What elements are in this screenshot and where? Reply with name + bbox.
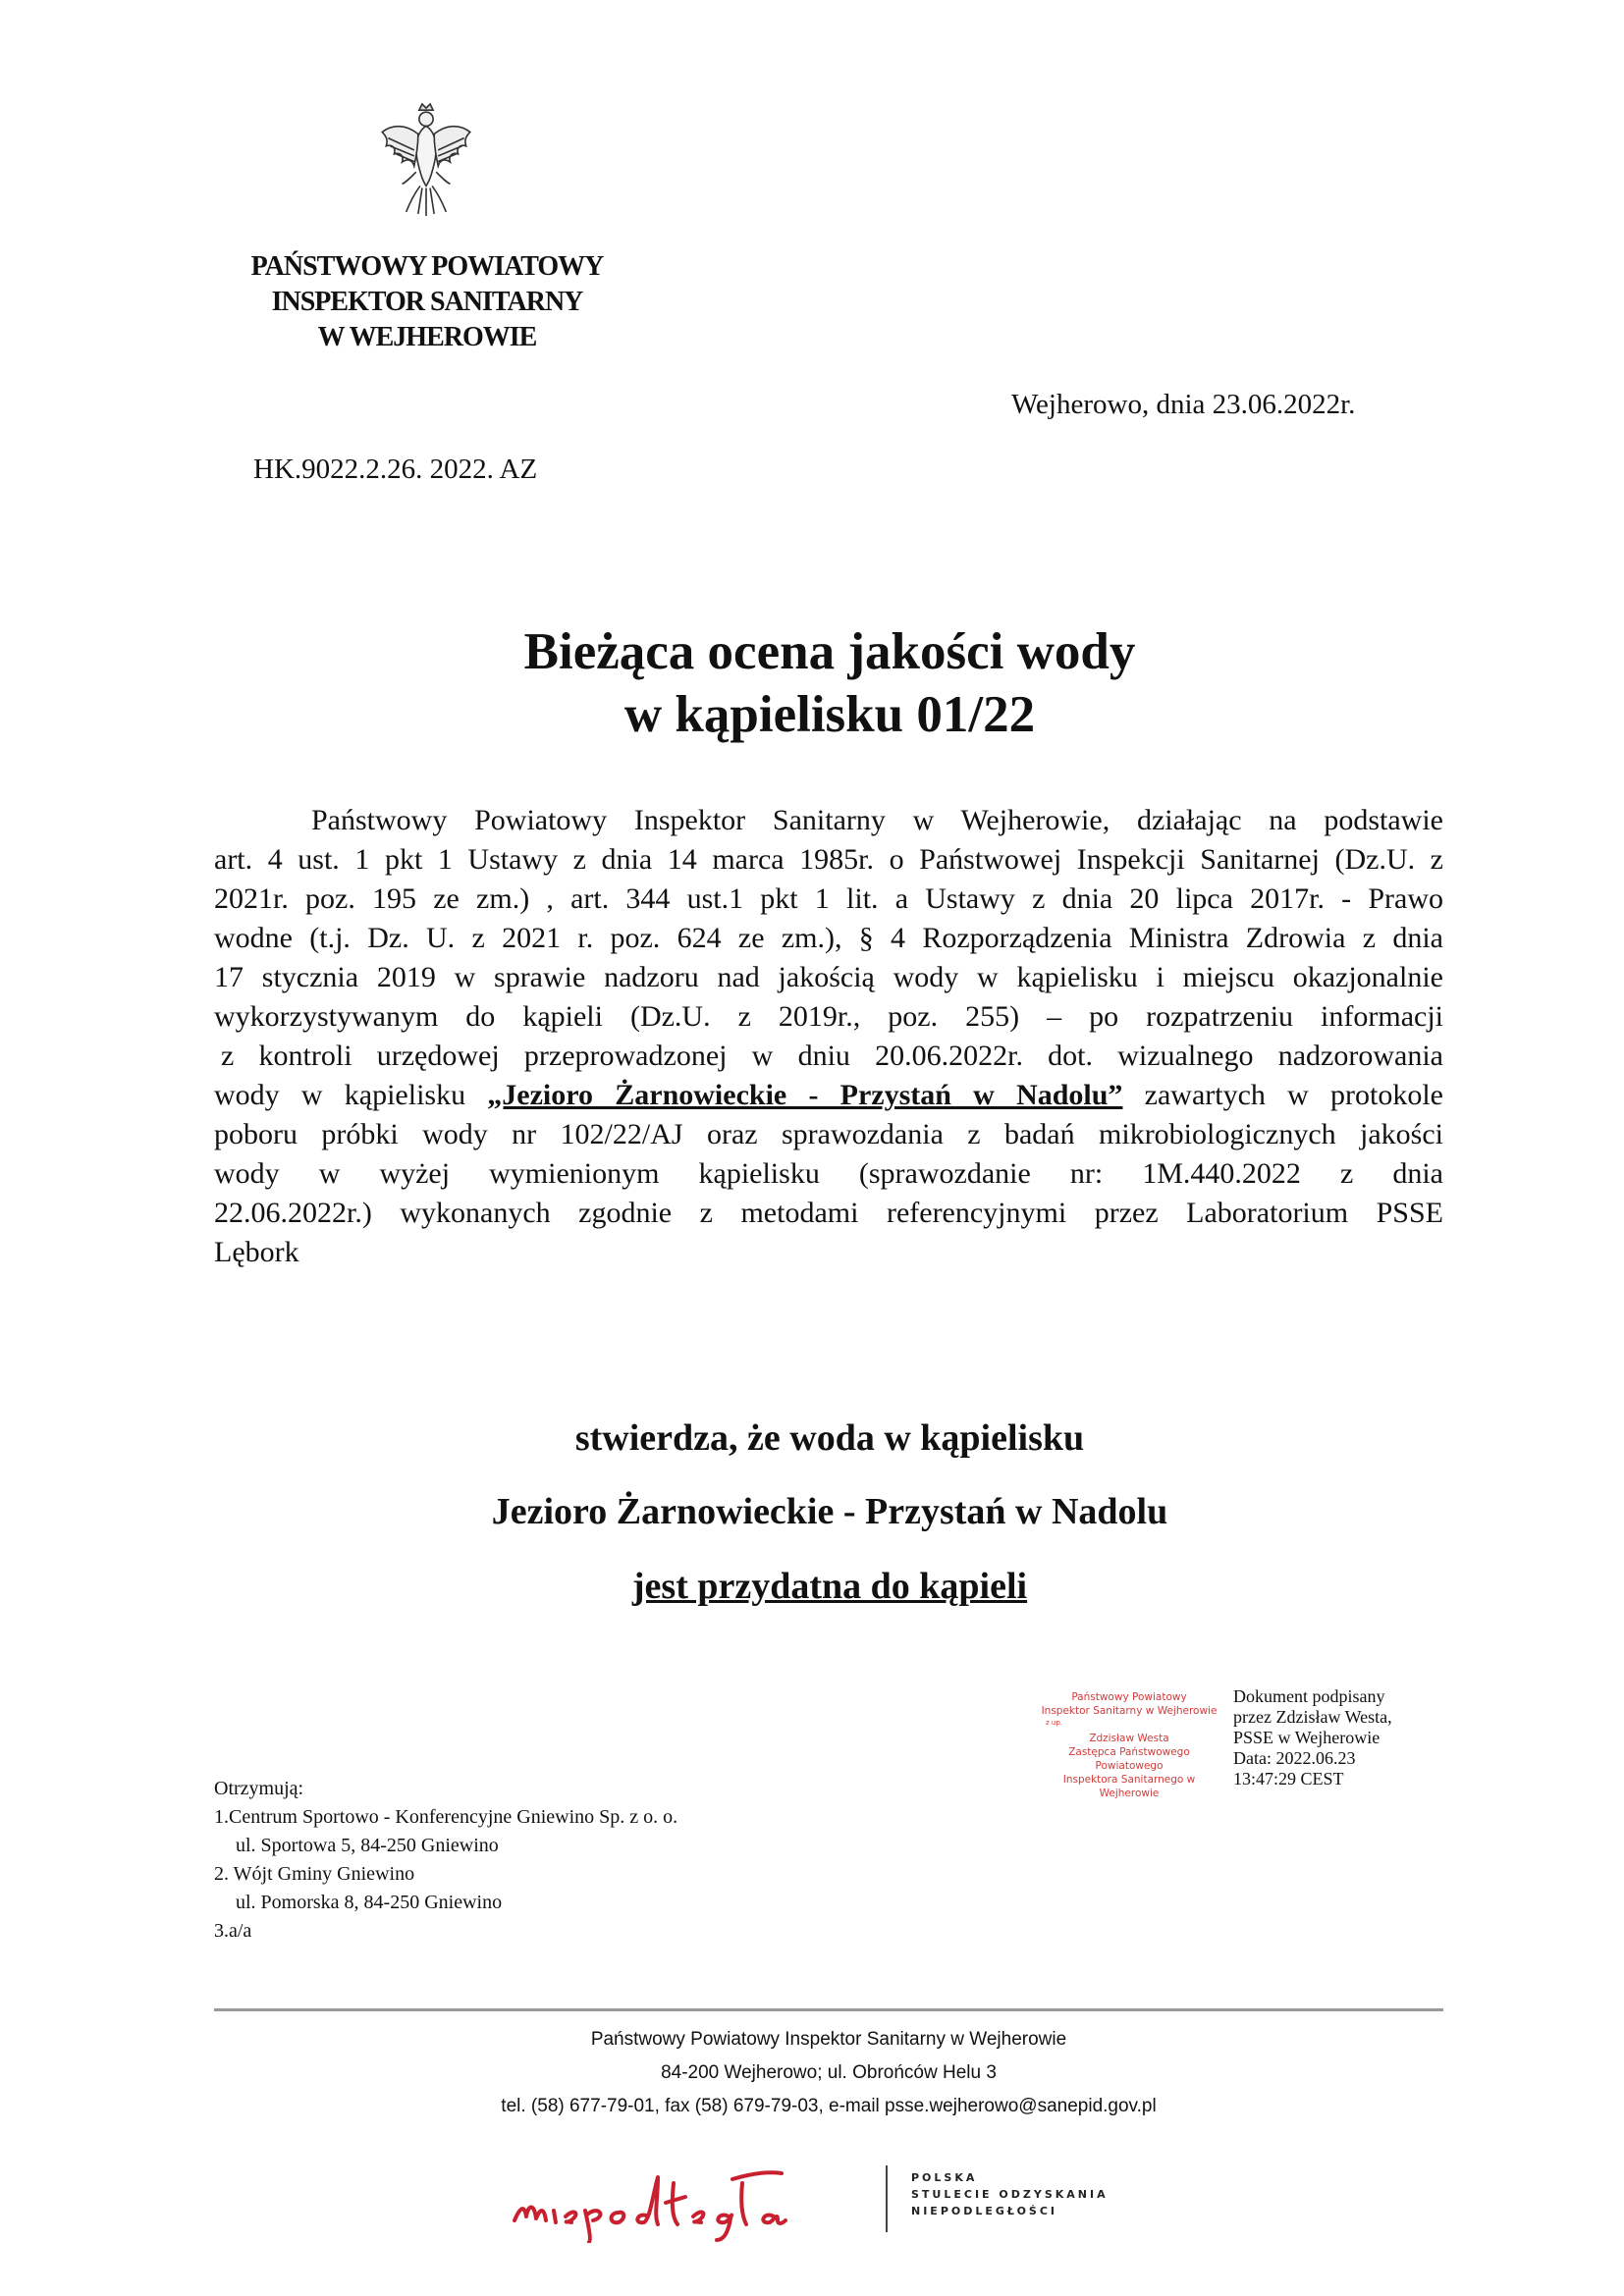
stamp-line: Zastępca Państwowego Powiatowego [1068, 1746, 1190, 1772]
logo-caption-line: POLSKA [911, 2171, 978, 2184]
signature-line: PSSE w Wejherowie [1233, 1728, 1380, 1747]
body-line: wykorzystywanym do kąpieli (Dz.U. z 2019r., poz. 255) – po rozpatrzeniu informacji [214, 1000, 1443, 1033]
signature-line: Dokument podpisany [1233, 1686, 1385, 1706]
logo-divider [886, 2165, 888, 2232]
body-paragraph [214, 801, 1443, 1272]
stamp-line: z up. [1046, 1719, 1063, 1727]
body-line: z kontroli urzędowej przeprowadzonej w dniu 20.06.2022r. dot. wizualnego nadzorowania [221, 1040, 1443, 1072]
authority-line-2: INSPEKTOR SANITARNY [271, 287, 583, 317]
document-title [295, 620, 1365, 746]
body-line: wodne (t.j. Dz. U. z 2021 r. poz. 624 ze zm.), § 4 Rozporządzenia Ministra Zdrowia z dnia [214, 922, 1443, 954]
recipient-address: ul. Pomorska 8, 84-250 Gniewino [236, 1892, 503, 1913]
verdict-line-2: Jezioro Żarnowieckie - Przystań w Nadolu [491, 1491, 1168, 1532]
body-line: 22.06.2022r.) wykonanych zgodnie z metodami referencyjnymi przez Laboratorium PSSE [214, 1197, 1443, 1229]
recipients-list [214, 1775, 677, 1946]
footer-line-3: tel. (58) 677-79-01, fax (58) 679-79-03, e-mail psse.wejherowo@sanepid.gov.pl [501, 2096, 1157, 2116]
logo-caption-line: STULECIE ODZYSKANIA [911, 2188, 1109, 2201]
signature-line: przez Zdzisław Westa, [1233, 1707, 1392, 1727]
verdict-line-3: jest przydatna do kąpieli [631, 1566, 1028, 1607]
footer-line-2: 84-200 Wejherowo; ul. Obrońców Helu 3 [661, 2062, 997, 2083]
signature-line: 13:47:29 CEST [1233, 1769, 1344, 1789]
recipient-address: ul. Sportowa 5, 84-250 Gniewino [236, 1835, 499, 1856]
body-line: Lębork [214, 1236, 299, 1268]
authority-line-1: PAŃSTWOWY POWIATOWY [250, 251, 604, 282]
signature-stamp [1041, 1690, 1218, 1800]
body-line: wody w wyżej wymienionym kąpielisku (sprawozdanie nr: 1M.440.2022 z dnia [214, 1157, 1443, 1190]
polish-eagle-icon [376, 102, 476, 218]
body-line: poboru próbki wody nr 102/22/AJ oraz sprawozdania z badań mikrobiologicznych jakości [214, 1118, 1443, 1150]
body-line: 2021r. poz. 195 ze zm.) , art. 344 ust.1 pkt 1 lit. a Ustawy z dnia 20 lipca 2017r. - Prawo [214, 882, 1443, 915]
title-line-1: Bieżąca ocena jakości wody [523, 623, 1136, 680]
verdict-line-1: stwierdza, że woda w kąpielisku [574, 1417, 1085, 1459]
stamp-line: Państwowy Powiatowy [1071, 1691, 1187, 1703]
stamp-line: Inspektor Sanitarny w Wejherowie [1041, 1705, 1218, 1717]
recipients-heading: Otrzymują: [214, 1778, 304, 1799]
bathing-site-name: „Jezioro Żarnowieckie - Przystań w Nadolu” [487, 1079, 1123, 1111]
digital-signature-info [1233, 1686, 1392, 1789]
footer-line-1: Państwowy Powiatowy Inspektor Sanitarny w Wejherowie [590, 2029, 1067, 2050]
recipient-name: 3.a/a [214, 1920, 252, 1942]
signature-line: Data: 2022.06.23 [1233, 1748, 1356, 1768]
body-text: zawartych w protokole [1122, 1079, 1443, 1111]
niepodlegla-logo [511, 2160, 864, 2243]
logo-caption-line: NIEPODLEGŁOŚCI [911, 2205, 1058, 2217]
body-line-with-bathing-site [214, 1076, 1443, 1115]
body-line: 17 stycznia 2019 w sprawie nadzoru nad jakością wody w kąpielisku i miejscu okazjonalnie [214, 961, 1443, 993]
footer-divider [214, 2008, 1443, 2011]
stamp-line: Zdzisław Westa [1089, 1733, 1169, 1744]
body-line: Państwowy Powiatowy Inspektor Sanitarny w Wejherowie, działając na podstawie [311, 804, 1443, 836]
recipient-name: 1.Centrum Sportowo - Konferencyjne Gniewino Sp. z o. o. [214, 1806, 678, 1828]
recipient-name: 2. Wójt Gminy Gniewino [214, 1863, 415, 1885]
stamp-line: Inspektora Sanitarnego w Wejherowie [1062, 1774, 1196, 1799]
reference-number: HK.9022.2.26. 2022. AZ [253, 454, 538, 485]
title-line-2: w kąpielisku 01/22 [623, 686, 1036, 743]
authority-line-3: W WEJHEROWIE [317, 322, 537, 352]
body-line: art. 4 ust. 1 pkt 1 Ustawy z dnia 14 marca 1985r. o Państwowej Inspekcji Sanitarnej (Dz.U. z [214, 843, 1443, 876]
logo-caption [911, 2169, 1109, 2219]
authority-name [147, 249, 707, 355]
body-text: wody w kąpielisku [214, 1079, 488, 1111]
place-date: Wejherowo, dnia 23.06.2022r. [1011, 389, 1356, 420]
